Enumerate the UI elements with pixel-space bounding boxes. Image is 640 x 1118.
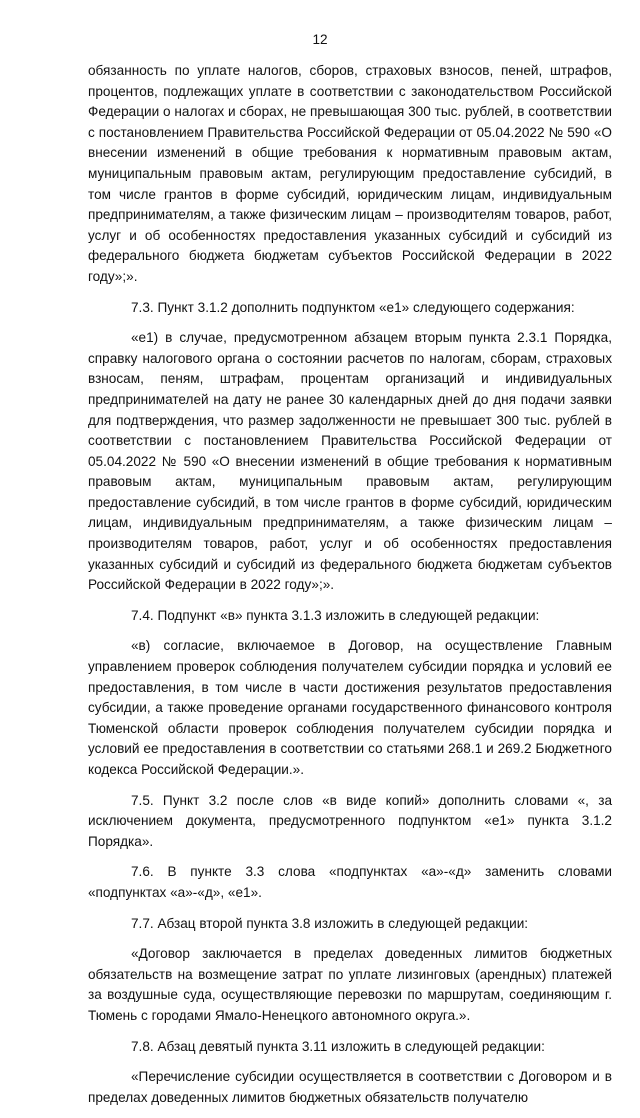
paragraph-continuation: обязанность по уплате налогов, сборов, страховых взносов, пеней, штрафов, процентов, подлежащих уплате в соответствии с законодательством Российской Федерации о налогах и сборах, не превышающая 300 тыс. рублей, в соответствии с постановлением Правительства Российской Федерации от 05.04.2022 № 590 «О внесении изменений в общие требования к нормативным правовым актам, муниципальным правовым актам, регулирующим предоставление субсидий, в том числе грантов в форме субсидий, юридическим лицам, индивидуальным предпринимателям, а также физическим лицам – производителям товаров, работ, услуг и об особенностях предоставления указанных субсидий и субсидий из федерального бюджета бюджетам субъектов Российской Федерации в 2022 году»;». xyxy=(88,63,612,284)
paragraph-7-8: 7.8. Абзац девятый пункта 3.11 изложить в следующей редакции: xyxy=(131,1038,545,1054)
paragraph-7-7: 7.7. Абзац второй пункта 3.8 изложить в следующей редакции: xyxy=(131,915,529,931)
paragraph-dogovor-text: «Договор заключается в пределах доведенных лимитов бюджетных обязательств на возмещение затрат по уплате лизинговых (арендных) платежей за воздушные суда, осуществляющие перевозки по маршрутам, соединяющим г. Тюмень с городами Ямало-Ненецкого автономного округа.». xyxy=(88,946,612,1023)
paragraph-7-4: 7.4. Подпункт «в» пункта 3.1.3 изложить в следующей редакции: xyxy=(131,607,540,623)
paragraph-7-6: 7.6. В пункте 3.3 слова «подпунктах «а»-«д» заменить словами «подпунктах «а»-«д», «е1». xyxy=(88,864,612,900)
page-number: 12 xyxy=(312,32,328,47)
document-body xyxy=(88,61,612,1118)
paragraph-perechislenie-text: «Перечисление субсидии осуществляется в соответствии с Договором и в пределах доведенных лимитов бюджетных обязательств получателю xyxy=(88,1069,612,1105)
paragraph-e1-text: «е1) в случае, предусмотренном абзацем вторым пункта 2.3.1 Порядка, справку налогового органа о состоянии расчетов по налогам, сборам, страховых взносам, пеням, штрафам, процентам организаций и индивидуальных предпринимателей на дату не ранее 30 календарных дней до дня подачи заявки для подтверждения, что размер задолженности не превышает 300 тыс. рублей в соответствии с постановлением Правительства Российской Федерации от 05.04.2022 № 590 «О внесении изменений в общие требования к нормативным правовым актам, муниципальным правовым актам, регулирующим предоставление субсидий, в том числе грантов в форме субсидий, юридическим лицам, индивидуальным предпринимателям, а также физическим лицам – производителям товаров, работ, услуг и об особенностях предоставления указанных субсидий и субсидий из федерального бюджета бюджетам субъектов Российской Федерации в 2022 году»;». xyxy=(88,330,612,593)
paragraph-7-5: 7.5. Пункт 3.2 после слов «в виде копий» дополнить словами «, за исключением документа, предусмотренного подпунктом «е1» пункта 3.1.2 Порядка». xyxy=(88,792,612,849)
paragraph-7-3: 7.3. Пункт 3.1.2 дополнить подпунктом «е1» следующего содержания: xyxy=(131,299,575,315)
paragraph-v-text: «в) согласие, включаемое в Договор, на осуществление Главным управлением проверок соблюдения получателем субсидии порядка и условий ее предоставления, в том числе в части достижения результатов предоставления субсидии, а также проведение органами государственного финансового контроля Тюменской области проверок соблюдения получателем субсидии порядка и условий ее предоставления в соответствии со статьями 268.1 и 269.2 Бюджетного кодекса Российской Федерации.». xyxy=(88,638,612,777)
